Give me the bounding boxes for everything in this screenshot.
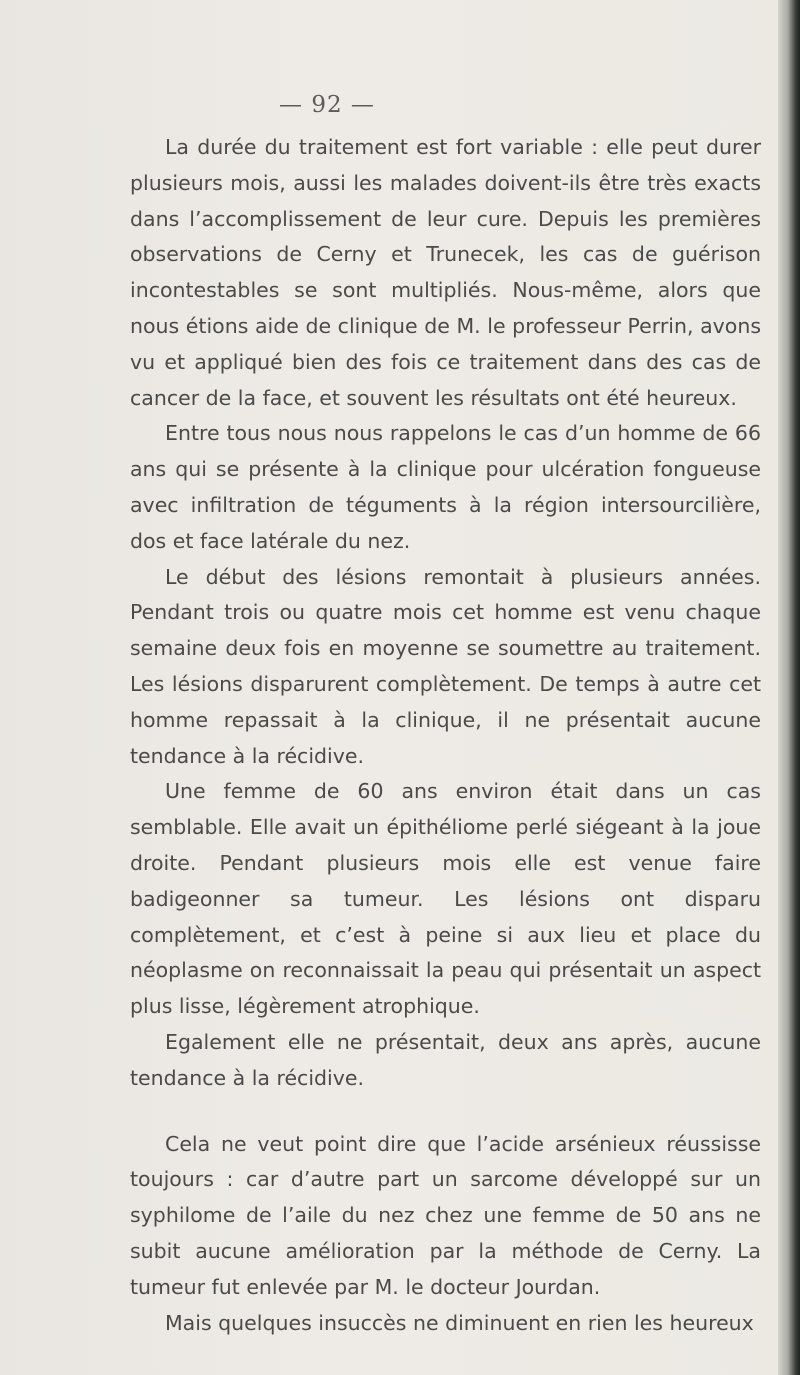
page-number: — 92 —	[279, 92, 375, 118]
paragraph-case-woman-60: Une femme de 60 ans environ était dans un cas semblable. Elle avait un épithéliome perlé siégeant à la joue droite. Pendant plusieurs mois elle est venue faire badigeonner sa tumeur. Les lésions ont disparu complètement, et c’est à peine si aux lieu et place du néoplasme on reconnaissait la peau qui présentait un aspect plus lisse, légèrement atrophique.	[130, 779, 761, 1019]
book-binding-edge	[778, 0, 800, 1375]
paragraph-no-recurrence: Egalement elle ne présentait, deux ans après, aucune tendance à la récidive.	[130, 1029, 761, 1090]
paragraph-lesion-history: Le début des lésions remontait à plusieurs années. Pendant trois ou quatre mois cet homme est venu chaque semaine deux fois en moyenne se soumettre au traitement. Les lésions disparurent complètement. De temps à autre cet homme repassait à la clinique, il ne présentait aucune tendance à la récidive.	[130, 564, 761, 768]
page-body-text	[130, 130, 761, 1341]
paragraph-closing: Mais quelques insuccès ne diminuent en rien les heureux	[165, 1310, 754, 1335]
paragraph-treatment-duration: La durée du traitement est fort variable : elle peut durer plusieurs mois, aussi les malades doivent-ils être très exacts dans l’accomplissement de leur cure. Depuis les premières observations de Cerny et Trunecek, les cas de guérison incontestables se sont multipliés. Nous-même, alors que nous étions aide de clinique de M. le professeur Perrin, avons vu et appliqué bien des fois ce traitement dans des cas de cancer de la face, et souvent les résultats ont été heureux.	[130, 135, 761, 410]
paragraph-case-man-66: Entre tous nous nous rappelons le cas d’un homme de 66 ans qui se présente à la clinique pour ulcération fongueuse avec infiltration de téguments à la région intersourcilière, dos et face latérale du nez.	[130, 421, 761, 553]
paragraph-failure-case: Cela ne veut point dire que l’acide arsénieux réussisse toujours : car d’autre part un sarcome développé sur un syphilome de l’aile du nez chez une femme de 50 ans ne subit aucune amélioration par la méthode de Cerny. La tumeur fut enlevée par M. le docteur Jourdan.	[130, 1131, 761, 1299]
